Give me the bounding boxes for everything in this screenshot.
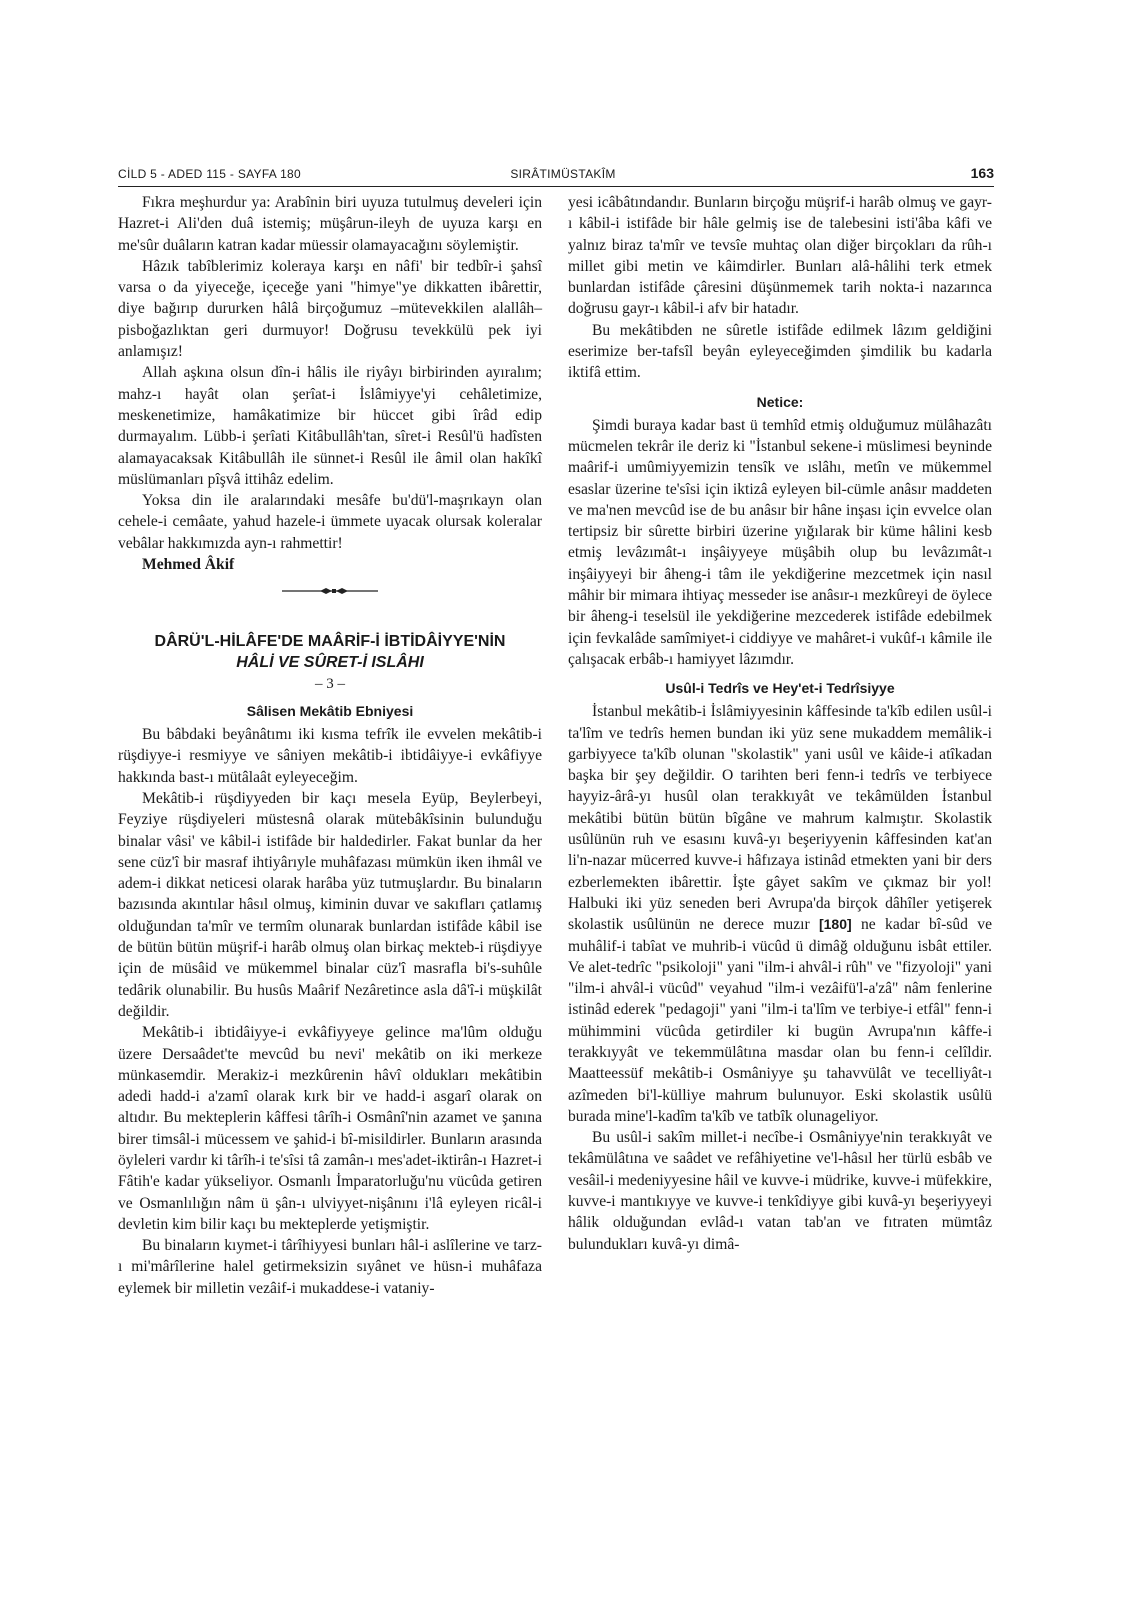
netice-subheading: Netice: [756,393,804,410]
paragraph: Mekâtib-i rüşdiyyeden bir kaçı mesela Eyüp, Beylerbeyi, Feyziye rüşdiyeleri müstesnâ olarak mütebâkîsinin bulunduğu binalar vâsi' ve kâbil-i istifâde bir haldedirler. Fakat bunlar da her sene cüz'î bir masraf ihtiyârıyle muhâfazası mümkün iken ihmâl ve adem-i dikkat neticesi olarak harâba yüz tutmuşlardır. Bu binaların bazısında akıntılar hâsıl olmuş, kiminin duvar ve sakıfları çatlamış olduğundan ta'mîr ve termîm olunarak bunlardan istifâde kâbil ise de bütün bütün müşrif-i harâb olmuş olan birkaç mekteb-i rüşdiyye için de müsâid ve mükemmel binalar cüz'î masrafla bi's-suhûle tedârik olunabilir. Bu husûs Maârif Nezâretince asla dâ'î-i müşkilât değildir. [118,789,542,1020]
header-journal-title: SIRÂTIMÜSTAKÎM [510,167,616,181]
right-column [568,192,992,1255]
section-subheading: Sâlisen Mekâtib Ebniyesi [246,703,414,720]
left-column [118,192,542,1299]
running-header [118,166,994,187]
paragraph: Hâzık tabîblerimiz koleraya karşı en nâfi' bir tedbîr-i şahsî varsa o da yiyeceğe, içeceğe yani "himye"ye dikkatten ibârettir, diye bağırıp dururken hâlâ birçoğumuz –mütevekkilen alallâh– pisboğazlıktan geri durmuyor! Doğrusu tevekkülü pek iyi anlamışız! [118,257,542,361]
paragraph-continued: yesi icâbâtındandır. Bunların birçoğu müşrif-i harâb olmuş ve gayr-ı kâbil-i istifâde bir hâle gelmiş ise de talebesini isti'âba kâfi ve yalnız biraz ta'mîr ve tevsîe muhtaç olan diğer birçokları da rûh-ı millet gibi metin ve kâimdirler. Bunları alâ-hâlihi terk etmek bunlardan istifâde çâresini düşünmemek tarih nokta-i nazarınca doğrusu gayr-ı kâbil-i afv bir hatadır. [568,194,992,318]
paragraph: Şimdi buraya kadar bast ü temhîd etmiş olduğumuz mülâhazâtı mücmelen tekrâr ile deriz ki "İstanbul sekene-i müslimesi beyninde maârif-i umûmiyyemizin tensîk ve ıslâhı, metîn ve mükemmel esaslar üzerine te'sîsi için iktizâ eyleyen bil-cümle anâsır maddeten ve ma'nen mevcûd ise de bu anâsır bir hâne inşası için evvelce olan tertipsiz bir sûrette birbiri üzerine yığılarak bir küme hâlini kesb etmiş levâzımât-ı inşâiyyeye müşâbih olup bu levâzımât-ı inşâiyyeyi bir âheng-i tâm ile yekdiğerine mezcetmek için nasıl mâhir bir mimara ihtiyaç messeder ise anâsır-ı mezkûreyi de öylece bir âheng-i teselsül ile yekdiğerine mezcederek istifâde edebilmek için fevkalâde samîmiyet-i ciddiyye ve mahâret-i vukûf-ı kâmile ile çalışacak erbâb-ı hamiyyet lâzımdır. [568,416,992,668]
paragraph-text: ne kadar bî-sûd ve muhâlif-i tabîat ve muhrib-i vücûd ü dimâğ olduğunu isbât ettiler. Ve alet-tedrîc "psikoloji" yani "ilm-i ahvâl-i rûh" ve "fizyoloji" yani "ilm-i ahvâl-i vücûd" veyahud "ilm-i vezâifü'l-a'zâ" nâm fenlerine istinâd ederek "pedagoji" yani "ilm-i ta'lîm ve terbiye-i etfâl" fenn-i mühimmini vücûda getirdiler ki bugün Avrupa'nın kâffe-i terakkıyyât ve tekemmülâtına masdar olan bu fenn-i celîldir. Maatteessüf mekâtib-i Osmâniyye şu tahavvülât ve tecelliyât-ı azîmeden bi'l-külliye mahrum bulunuyor. Eski skolastik usûlü burada mine'l-kadîm ta'kîb ve tatbîk olunageliyor. [568,916,992,1125]
article-title-line-1: DÂRÜ'L-HİLÂFE'DE MAÂRİF-İ İBTİDÂİYYE'NİN [154,633,506,651]
usul-subheading: Usûl-i Tedrîs ve Hey'et-i Tedrîsiyye [665,680,895,697]
article-title-line-2: HÂLİ VE SÛRET-İ ISLÂHI [236,654,424,672]
header-issue-info: CİLD 5 - ADED 115 - SAYFA 180 [118,167,302,181]
paragraph: Bu binaların kıymet-i târîhiyyesi bunları hâl-i aslîlerine ve tarz-ı mi'mârîlerine halel getirmeksizin sıyânet ve hüsn-i muhâfaza eylemek bir milletin vezâif-i mukaddese-i vataniy- [118,1237,542,1297]
paragraph-text: İstanbul mekâtib-i İslâmiyyesinin kâffesinde ta'kîb edilen usûl-i ta'lîm ve tedrîs hemen bundan iki yüz sene mukaddem memâlik-i garbiyyece ta'kîb olunan "skolastik" yani usûl ve kâide-i atîkadan başka bir şey değildir. O tarihten beri fenn-i tedrîs ve terbiyece hayyiz-ârâ-yı husûl olan terakkıyât ve tekâmülden İstanbul mekâtibi bütün bütün bîgâne ve mahrum kalmıştır. Skolastik usûlünün ruh ve esasını kuvâ-yı beşeriyyenin kâffesinden kat'an li'n-nazar mücerred kuvve-i hâfızaya istinâd etmekten yani bir ders ezberlemekten ibârettir. İşte gâyet sakîm ve çıkmaz bir yol! Halbuki iki yüz seneden beri Avrupa'da birçok dâhîler yetişerek skolastik usûlünün ne derece muzır [568,703,992,934]
part-number: – 3 – [315,676,345,693]
paragraph: Allah aşkına olsun dîn-i hâlis ile riyâyı birbirinden ayıralım; mahz-ı hayât olan şerîat-i İslâmiyye'yi cehâletimize, meskenetimize, hamâkatimize bir hüccet gibi îrâd edip durmayalım. Lübb-i şerîati Kitâbullâh'tan, sîret-i Resûl'ü hadîsten alamayacaksak Kitâbullâh ile sünnet-i Resûl ile âmil olan hakîkî müslümanları pîşvâ ittihâz edelim. [118,364,542,488]
article-title [118,631,542,673]
original-page-reference: [180] [818,916,852,933]
paragraph: Bu bâbdaki beyânâtımı iki kısma tefrîk ile evvelen mekâtib-i rüşdiyye-i resmiyye ve sâniyen mekâtib-i ibtidâiyye-i evkâfiyye hakkında bast-ı mütâlaât eyleyeceğim. [118,726,542,786]
paragraph: Yoksa din ile aralarındaki mesâfe bu'dü'l-maşrıkayn olan cehele-i cemâate, yahud hazele-i ümmete uyacak olursak koleralar vebâlar hakkımızda ayn-ı rahmettir! [118,492,542,552]
paragraph: Bu mekâtibden ne sûretle istifâde edilmek lâzım geldiğini eserimize ber-tafsîl beyân eyleyeceğimden şimdilik bu kadarla iktifâ ettim. [568,321,992,382]
paragraph: Mekâtib-i ibtidâiyye-i evkâfiyyeye gelince ma'lûm olduğu üzere Dersaâdet'te mevcûd bu nevi' mekâtib on iki merkeze münkasemdir. Merakiz-i mezkûrenin hâvî oldukları mekâtibin adedi hadd-i a'zamî olarak kırk bir ve hadd-i asgarî olarak on altıdır. Bu mekteplerin kâffesi târîh-i Osmânî'nin azamet ve şanına birer timsâl-i mücessem ve şahid-i bî-misildirler. Bunların arasında öyleleri vardır ki târîh-i te'sîsi tâ zamân-ı mes'adet-iktirân-ı Hazret-i Fâtih'e kadar yükseliyor. Osmanlı İmparatorluğu'nu vücûda getiren ve Osmanlılığın nâm ü şân-ı ulviyyet-nişânını i'lâ eyleyen ricâl-i devletin kim bilir kaçı bu mekteplerde yetişmiştir. [118,1024,542,1233]
paragraph: Fıkra meşhurdur ya: Arabînin biri uyuza tutulmuş develeri için Hazret-i Ali'den duâ istemiş; müşârun-ileyh de uyuza karşı en me'sûr duâların katran kadar müessir olamayacağını söylemiştir. [118,194,542,254]
paragraph: Bu usûl-i sakîm millet-i necîbe-i Osmâniyye'nin terakkıyât ve tekâmülâtına ve saâdet ve refâhiyetine ve'l-hâsıl her türlü esbâb ve vesâil-i medeniyyesine hâil ve kuvve-i müdrike, kuvve-i müfekkire, kuvve-i mantıkıyye ve kuvve-i tenkîdiyye gibi kuvâ-yı beşeriyyeyi hâlik olduğundan evlâd-ı vatan tab'an ve fıtraten mümtâz bulundukları kuvâ-yı dimâ- [568,1129,992,1253]
paragraph [568,701,992,1127]
author-signature: Mehmed Âkif [142,556,235,574]
page-number: 163 [970,165,994,181]
section-divider-ornament [280,581,380,601]
